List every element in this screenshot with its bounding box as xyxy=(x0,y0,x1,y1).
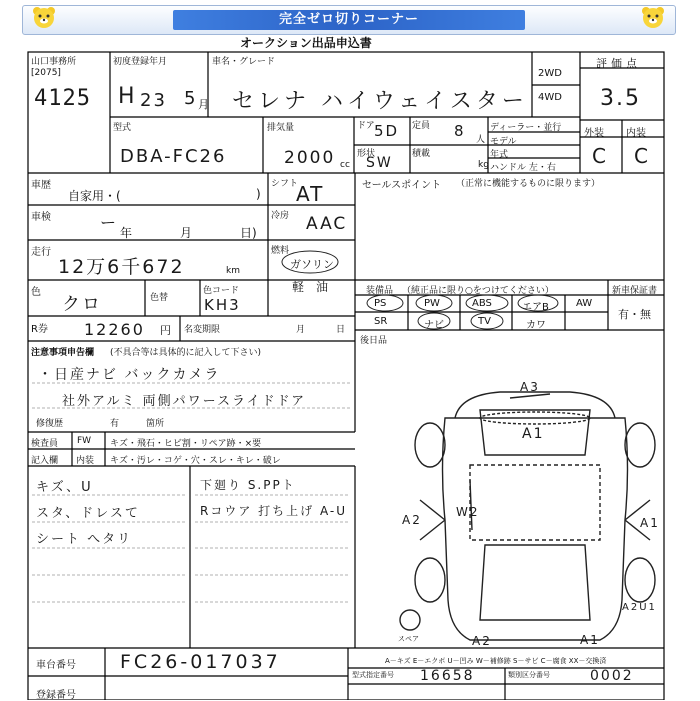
damage-mark: A2 xyxy=(472,634,492,648)
equip-tv: TV xyxy=(478,316,491,327)
equip-abs: ABS xyxy=(472,298,492,309)
handle-label: ハンドル 左・右 xyxy=(490,163,556,173)
first-reg-label: 初度登録年月 xyxy=(113,57,168,67)
exterior-label: 外装 xyxy=(584,128,604,139)
inspector-note-2: スタ、ドレスて xyxy=(36,506,140,521)
type-value: DBA-FC26 xyxy=(120,146,227,167)
mileage-value: 12万6千672 xyxy=(58,256,185,278)
inspector-fw: FW xyxy=(77,436,92,446)
grade-value: 3.5 xyxy=(600,86,641,111)
record-label: 記入欄 xyxy=(31,456,59,466)
drive-4wd: 4WD xyxy=(538,92,562,103)
registration-label: 登録番号 xyxy=(36,690,76,701)
equipment-sub: （純正品に限り○をつけてください） xyxy=(402,286,554,296)
inspection-label: 車検 xyxy=(31,212,51,223)
color-label: 色 xyxy=(31,287,41,298)
designation-label: 型式指定番号 xyxy=(352,671,394,679)
shape-label: 形状 xyxy=(357,149,376,159)
mileage-unit: km xyxy=(226,266,240,276)
chassis-label: 車台番号 xyxy=(36,660,76,671)
first-reg-year: 23 xyxy=(140,90,167,111)
doors-label: ドア xyxy=(357,121,375,131)
designation-number: 16658 xyxy=(420,668,475,684)
inspector-note-1: キズ、U xyxy=(36,480,93,495)
color-change-label: 色替 xyxy=(150,293,169,303)
repair-label: 修復歴 xyxy=(36,419,64,429)
spare-tire-label: スペア xyxy=(398,635,419,643)
shift-value: AT xyxy=(296,182,325,206)
right-note-2: Rコウア 打ち上げ A-U xyxy=(200,504,348,518)
transfer-label: 名変期限 xyxy=(184,325,221,335)
equipment-label: 装備品 xyxy=(366,286,394,296)
usage-close: ) xyxy=(256,187,261,201)
class-label: 類別区分番号 xyxy=(508,671,550,679)
usage-value: 自家用・( xyxy=(68,189,121,203)
shift-label: シフト xyxy=(271,179,299,189)
type-label: 型式 xyxy=(113,123,132,133)
model-label-2: モデル xyxy=(490,137,517,147)
damage-mark: A1 xyxy=(580,633,600,647)
damage-mark: W2 xyxy=(456,505,480,519)
inspector-row-1: キズ・飛石・ヒビ割・リペア跡・×要 xyxy=(110,439,262,449)
exterior-grade: C xyxy=(592,144,608,168)
damage-mark: A2U1 xyxy=(622,602,657,613)
first-reg-month-unit: 月 xyxy=(198,98,209,111)
equip-pw: PW xyxy=(424,298,440,309)
form-title: オークション出品申込書 xyxy=(240,36,372,50)
load-label: 積載 xyxy=(412,149,431,159)
notes-sub: (不具合等は具体的に記入して下さい) xyxy=(110,348,262,358)
recycle-value: 12260 xyxy=(84,320,145,339)
first-reg-era: H xyxy=(118,84,137,109)
transfer-day: 日 xyxy=(336,325,346,335)
sales-label: セールスポイント xyxy=(362,180,442,191)
damage-mark: A1 xyxy=(522,426,545,442)
year-label: 年式 xyxy=(490,150,509,160)
equip-sr: SR xyxy=(374,316,388,327)
equip-navi: ナビ xyxy=(424,320,444,331)
office-label: 山口事務所 xyxy=(31,57,77,67)
recycle-unit: 円 xyxy=(160,324,171,337)
shape-value: SW xyxy=(366,155,393,171)
inspection-value: ー xyxy=(100,213,119,232)
displacement-label: 排気量 xyxy=(267,123,295,133)
warranty-value: 有・無 xyxy=(618,308,651,321)
displacement-unit: cc xyxy=(340,160,350,170)
interior-label: 内装 xyxy=(626,128,646,139)
inspector-note-3: シート へタリ xyxy=(36,532,133,547)
inspection-day: 日) xyxy=(240,226,257,240)
inspection-year: 年 xyxy=(120,226,133,240)
office-code: [2075] xyxy=(31,68,61,78)
inspector-label: 検査員 xyxy=(31,439,59,449)
inspection-month: 月 xyxy=(180,226,193,240)
transfer-month: 月 xyxy=(296,325,306,335)
color-value: クロ xyxy=(62,294,102,315)
damage-mark: A2 xyxy=(402,513,422,527)
first-reg-month: 5 xyxy=(184,88,198,109)
notes-line-1: ・日産ナビ バックカメラ xyxy=(38,367,221,383)
notes-line-2: 社外アルミ 両側パワースライドドア xyxy=(62,394,307,409)
drive-2wd: 2WD xyxy=(538,68,562,79)
displacement-value: 2000 xyxy=(284,148,336,168)
sales-sub: （正常に機能するものに限ります） xyxy=(456,179,601,189)
recycle-label: R券 xyxy=(31,324,48,335)
class-number: 0002 xyxy=(590,668,634,684)
equip-airbag: エアB xyxy=(522,302,549,313)
color-code: KH3 xyxy=(204,296,241,314)
chassis-number: FC26-017037 xyxy=(120,651,281,673)
fuel-label: 燃料 xyxy=(271,246,290,256)
fuel-diesel: 軽 油 xyxy=(292,280,329,294)
ac-value: AAC xyxy=(306,214,348,234)
right-note-1: 下廻り S.PPト xyxy=(200,478,296,492)
usage-label: 車歴 xyxy=(31,180,51,191)
warranty-label: 新車保証書 xyxy=(612,286,658,296)
capacity-label: 定員 xyxy=(412,121,431,131)
capacity-value: 8 xyxy=(454,122,466,140)
dealer-label: ディーラー・並行 xyxy=(490,123,562,133)
rear-label: 後日品 xyxy=(360,336,388,346)
damage-mark: A1 xyxy=(640,516,660,530)
equip-ps: PS xyxy=(374,298,387,309)
banner-title: 完全ゼロ切りコーナー xyxy=(173,10,525,30)
model-name: セレナ ハイウェイスター xyxy=(232,89,528,114)
load-unit: kg xyxy=(478,160,489,170)
capacity-unit: 人 xyxy=(476,135,486,145)
inspector-interior: 内装 xyxy=(76,456,95,466)
repair-place: 箇所 xyxy=(146,419,165,429)
damage-legend: A－キズ E－エクボ U－凹み W－補修跡 S－サビ C－腐食 XX－交換済 xyxy=(385,657,607,665)
equip-leather: カワ xyxy=(526,320,546,331)
damage-mark: A3 xyxy=(520,380,540,394)
interior-grade: C xyxy=(634,144,650,168)
inspector-row-2: キズ・汚レ・コゲ・穴・スレ・キレ・破レ xyxy=(110,456,281,466)
model-label: 車名・グレード xyxy=(212,57,276,67)
mileage-label: 走行 xyxy=(31,247,51,258)
equip-aw: AW xyxy=(576,298,593,309)
notes-label: 注意事項申告欄 xyxy=(31,348,95,358)
doors-value: 5D xyxy=(374,122,400,140)
color-code-label: 色コード xyxy=(203,286,240,296)
lot-number: 4125 xyxy=(34,86,91,111)
ac-label: 冷房 xyxy=(271,211,290,221)
grade-label: 評価点 xyxy=(596,57,641,70)
fuel-gas: ガソリン xyxy=(290,258,334,271)
repair-value: 有 xyxy=(110,419,120,429)
